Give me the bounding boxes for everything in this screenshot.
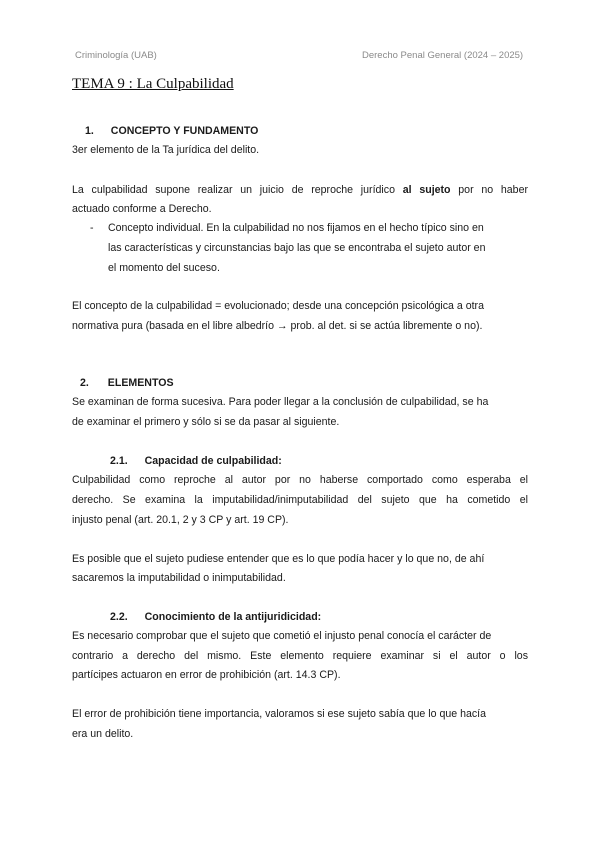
subsection-2-2-number: 2.2. xyxy=(110,611,128,623)
section-1-para2-line2: normativa pura (basada en el libre albedrío → prob. al det. si se actúa libremente o no). xyxy=(72,320,483,332)
running-header-course: Criminología (UAB) xyxy=(75,50,157,61)
bullet-line1: Concepto individual. En la culpabilidad no nos fijamos en el hecho típico sino en xyxy=(108,222,484,234)
sub1-line3: injusto penal (art. 20.1, 2 y 3 CP y art. 19 CP). xyxy=(72,514,289,526)
bullet-line2: las características y circunstancias bajo las que se encontraba el sujeto autor en xyxy=(108,242,486,254)
sub2-para2-line2: era un delito. xyxy=(72,728,134,740)
section-2-heading xyxy=(80,377,536,390)
section-1-para1-line2: actuado conforme a Derecho. xyxy=(72,203,212,215)
subsection-2-1-heading xyxy=(110,455,566,468)
sub2-line1: Es necesario comprobar que el sujeto que cometió el injusto penal conocía el carácter de xyxy=(72,630,492,642)
section-2-intro-line2: de examinar el primero y sólo si se da pasar al siguiente. xyxy=(72,416,340,428)
sub1-line1: Culpabilidad como reproche al autor por no haberse comportado como esperaba el xyxy=(72,474,528,486)
subsection-2-1-title: Capacidad de culpabilidad: xyxy=(144,455,282,467)
bullet-dash: - xyxy=(90,222,94,234)
subsection-2-2-heading xyxy=(110,611,566,624)
section-1-number: 1. xyxy=(85,125,94,137)
section-2-number: 2. xyxy=(80,377,89,389)
para1-text-end: por no haber xyxy=(450,184,528,196)
section-1-title: CONCEPTO Y FUNDAMENTO xyxy=(110,125,259,137)
para1-bold-text: al sujeto xyxy=(402,184,451,196)
section-1-intro: 3er elemento de la Ta jurídica del delito. xyxy=(72,144,260,156)
section-1-para1-line1 xyxy=(72,184,528,197)
running-header-subject: Derecho Penal General (2024 – 2025) xyxy=(362,50,524,61)
para1-text: La culpabilidad supone realizar un juicio de reproche jurídico xyxy=(72,184,403,196)
section-1-heading xyxy=(85,125,541,138)
section-2-title: ELEMENTOS xyxy=(107,377,174,389)
sub1-para2-line1: Es posible que el sujeto pudiese entender que es lo que podía hacer y lo que no, de ahí xyxy=(72,553,485,565)
subsection-2-1-number: 2.1. xyxy=(110,455,128,467)
sub2-para2-line1: El error de prohibición tiene importancia, valoramos si ese sujeto sabía que lo que hacía xyxy=(72,708,486,720)
section-2-intro-line1: Se examinan de forma sucesiva. Para poder llegar a la conclusión de culpabilidad, se ha xyxy=(72,396,489,408)
sub2-line3: partícipes actuaron en error de prohibición (art. 14.3 CP). xyxy=(72,669,341,681)
subsection-2-2-title: Conocimiento de la antijuridicidad: xyxy=(144,611,322,623)
sub2-line2: contrario a derecho del mismo. Este elemento requiere examinar si el autor o los xyxy=(72,650,528,662)
bullet-line3: el momento del suceso. xyxy=(108,262,220,274)
sub1-para2-line2: sacaremos la imputabilidad o inimputabilidad. xyxy=(72,572,286,584)
sub1-line2: derecho. Se examina la imputabilidad/inimputabilidad del sujeto que ha cometido el xyxy=(72,494,528,506)
page-title: TEMA 9 : La Culpabilidad xyxy=(72,76,234,92)
section-1-para2-line1: El concepto de la culpabilidad = evolucionado; desde una concepción psicológica a otra xyxy=(72,300,484,312)
